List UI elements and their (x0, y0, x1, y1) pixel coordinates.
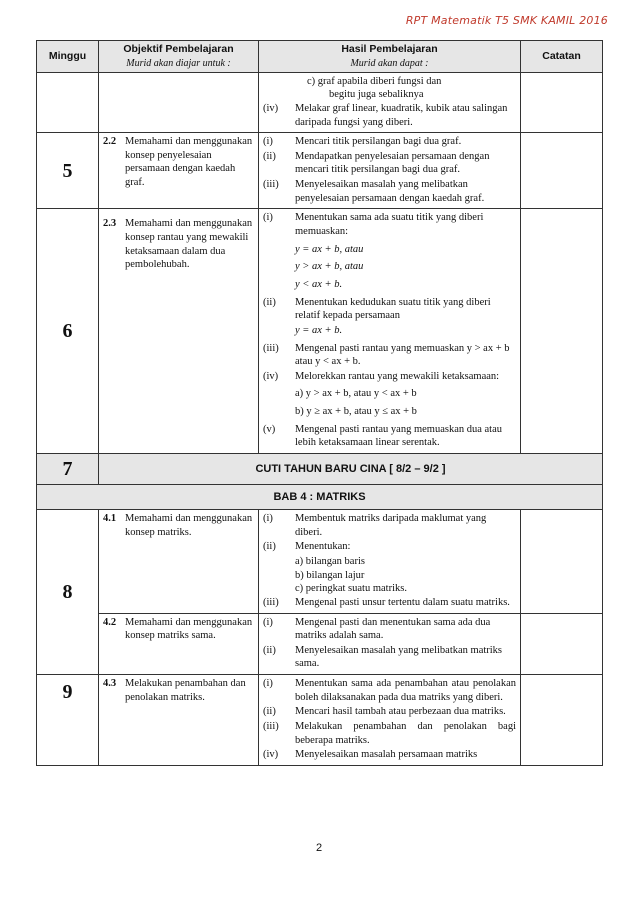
outcome-item: (i) Mencari titik persilangan bagi dua graf. (263, 136, 462, 148)
table-row (37, 209, 603, 454)
outcome-item: (i) Membentuk matriks daripada maklumat yang diberi. (263, 513, 487, 538)
outcome-item: (iv) Menyelesaikan masalah persamaan matriks (263, 749, 478, 761)
week-cell (37, 72, 99, 133)
week-number: 6 (37, 209, 99, 454)
formula: b) y ≥ ax + b, atau y ≤ ax + b (295, 406, 417, 418)
outcome-item: (ii) Menentukan: (263, 541, 351, 553)
outcome-item: (i) Menentukan sama ada penambahan atau penolakan boleh dilaksanakan pada dua matriks yang diberi. (263, 678, 516, 703)
objective-text: Melakukan penambahan dan penolakan matriks. (125, 678, 246, 703)
notes-cell (521, 510, 603, 613)
sub-item: a) bilangan baris (295, 555, 365, 567)
formula: y > ax + b, atau (295, 261, 364, 273)
notes-cell (521, 209, 603, 454)
objective-cell (99, 133, 259, 209)
outcome-text: begitu juga sebaliknya (329, 89, 424, 101)
week-number: 9 (37, 675, 99, 766)
sub-item: b) bilangan lajur (295, 569, 365, 581)
header-minggu: Minggu (37, 41, 99, 73)
outcome-item: (ii) Menyelesaikan masalah yang melibatkan matriks sama. (263, 644, 503, 670)
header-objektif: Objektif Pembelajaran Murid akan diajar untuk : (99, 41, 259, 73)
outcome-cell (259, 133, 521, 209)
formula: y < ax + b. (295, 278, 343, 290)
table-header-row (37, 41, 603, 73)
objective-text: Memahami dan menggunakan konsep matriks. (125, 513, 253, 538)
objective-number: 4.1 (103, 513, 117, 525)
objective-number: 2.3 (103, 218, 117, 230)
outcome-item: (iii) Menyelesaikan masalah yang melibatkan penyelesaian persamaan dengan kaedah graf. (263, 179, 485, 204)
header-note: RPT Matematik T5 SMK KAMIL 2016 (405, 14, 608, 27)
objective-cell (99, 72, 259, 133)
objective-text: Memahami dan menggunakan konsep rantau yang mewakili ketaksamaan dalam dua pembolehubah. (125, 218, 253, 271)
outcome-item: (ii) Mencari hasil tambah atau perbezaan dua matriks. (263, 706, 506, 718)
objective-number: 4.2 (103, 616, 117, 628)
header-objektif-sub: Murid akan diajar untuk : (126, 57, 231, 69)
objective-number: 2.2 (103, 136, 117, 148)
formula: y = ax + b. (295, 324, 343, 336)
notes-cell (521, 675, 603, 766)
outcome-cell (259, 613, 521, 675)
table-row (37, 675, 603, 766)
formula: a) y > ax + b, atau y < ax + b (295, 388, 417, 400)
objective-cell (99, 209, 259, 454)
objective-cell (99, 613, 259, 675)
outcome-item: (iii) Mengenal pasti rantau yang memuaskan y > ax + b atau y < ax + b. (263, 342, 510, 368)
outcome-item: (iii) Mengenal pasti unsur tertentu dalam suatu matriks. (263, 596, 510, 608)
header-hasil-sub: Murid akan dapat : (350, 57, 429, 69)
notes-cell (521, 613, 603, 675)
outcome-cell (259, 510, 521, 613)
table-row (37, 72, 603, 133)
outcome-cell (259, 675, 521, 766)
notes-cell (521, 133, 603, 209)
outcome-item: (ii) Menentukan kedudukan suatu titik yang diberi relatif kepada persamaan (263, 296, 491, 322)
outcome-cell (259, 72, 521, 133)
header-catatan: Catatan (521, 41, 603, 73)
outcome-item: (ii) Mendapatkan penyelesaian persamaan dengan mencari titik persilangan bagi dua graf. (263, 150, 490, 176)
holiday-label: CUTI TAHUN BARU CINA [ 8/2 – 9/2 ] (99, 454, 603, 485)
lesson-plan-table (36, 40, 603, 766)
objective-cell (99, 675, 259, 766)
holiday-row (37, 454, 603, 485)
notes-cell (521, 72, 603, 133)
week-number: 7 (37, 454, 99, 485)
sub-item: c) peringkat suatu matriks. (295, 583, 407, 595)
outcome-item: (v) Mengenal pasti rantau yang memuaskan dua atau lebih ketaksamaan linear serentak. (263, 423, 503, 449)
outcome-item: (iv) Melorekkan rantau yang mewakili ketaksamaan: (263, 370, 500, 382)
page-number: 2 (315, 842, 323, 854)
week-number: 5 (37, 133, 99, 209)
outcome-item: (i) Menentukan sama ada suatu titik yang diberi memuaskan: (263, 212, 484, 238)
outcome-item: (i) Mengenal pasti dan menentukan sama ada dua matriks adalah sama. (263, 616, 491, 642)
table-row (37, 510, 603, 613)
header-hasil: Hasil Pembelajaran Murid akan dapat : (259, 41, 521, 73)
table-row (37, 613, 603, 675)
outcome-cell (259, 209, 521, 454)
objective-text: Memahami dan menggunakan konsep matriks sama. (125, 616, 253, 642)
objective-number: 4.3 (103, 678, 117, 690)
table-row (37, 133, 603, 209)
formula: y = ax + b, atau (295, 243, 364, 255)
chapter-title: BAB 4 : MATRIKS (37, 485, 603, 510)
objective-cell (99, 510, 259, 613)
outcome-item: (iii) Melakukan penambahan dan penolakan bagi beberapa matriks. (263, 720, 516, 746)
objective-text: Memahami dan menggunakan konsep penyelesaian persamaan dengan kaedah graf. (125, 136, 253, 189)
week-number: 8 (37, 510, 99, 675)
chapter-row (37, 485, 603, 510)
outcome-item: (iv) Melakar graf linear, kuadratik, kubik atau salingan daripada fungsi yang diberi. (263, 102, 508, 128)
outcome-text: c) graf apabila diberi fungsi dan (307, 75, 442, 87)
